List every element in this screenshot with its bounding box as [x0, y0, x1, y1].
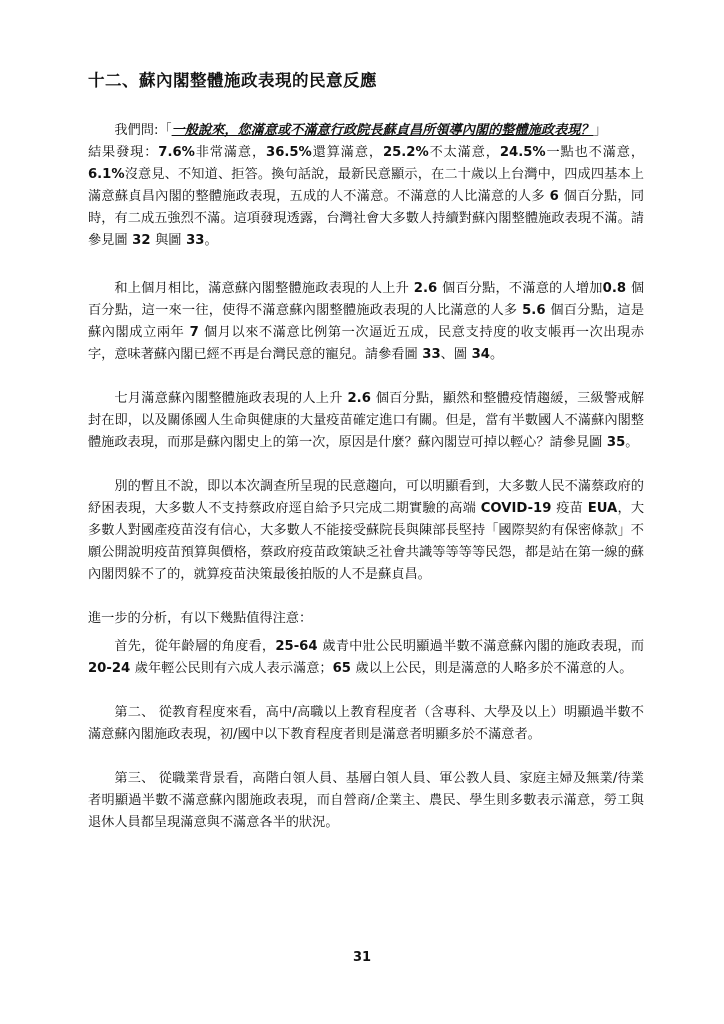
text-run: 結果發現：	[88, 145, 159, 160]
stat-value: 24.5%	[499, 145, 546, 160]
text-run: 。	[489, 347, 504, 362]
paragraph-question-results	[88, 120, 644, 252]
text-run: 歲年輕公民則有六成人表示滿意；	[134, 661, 333, 676]
text-run: 、圖	[440, 347, 468, 362]
text-run: 歲以上公民，則是滿意的人略多於不滿意的人。	[355, 661, 633, 676]
stat-value: 7.6%	[158, 145, 195, 160]
paragraph-further-analysis: 進一步的分析，有以下幾點值得注意：	[88, 611, 313, 626]
text-run: 還算滿意，	[311, 145, 383, 160]
paragraph-occupation-analysis: 第三、 從職業背景看，高階白領人員、基層白領人員、軍公教人員、家庭主婦及無業/待業者明顯過半數不滿意蘇內閣施政表現，而自營商/企業主、農民、學生則多數表示滿意，勞工與退休人員都呈現滿意與不滿意各半的狀況。	[88, 771, 644, 830]
text-run: 。	[625, 435, 639, 450]
figure-ref: 32	[127, 233, 156, 248]
stat-value: 6	[544, 189, 564, 204]
stat-value: 20-24	[88, 661, 135, 676]
stat-value: 25-64	[275, 639, 323, 654]
figure-ref: 33	[181, 233, 205, 248]
text-run: 七月滿意蘇內閣整體施政表現的人上升	[114, 391, 343, 406]
text-run: 歲青中壯公民明顯過半數不滿意蘇內閣的施政表現，而	[322, 639, 645, 654]
survey-question: 一般說來，您滿意或不滿意行政院長蘇貞昌所領導內閣的整體施政表現？	[171, 123, 594, 138]
text-run: 別的暫且不說，即以本次調查所呈現的民意趨向，可以明顯看到，大多數人民不滿蔡政府的紓困表現，大多數人不支持蔡政府逕自給予只完成二期實驗的高端	[88, 479, 644, 516]
text-run: 我們問:「	[114, 123, 172, 138]
text-run: 首先，從年齡層的角度看，	[114, 639, 276, 654]
stat-value: 6.1%	[88, 167, 125, 182]
text-run: 一點也不滿意，	[545, 145, 645, 160]
stat-value: COVID-19	[475, 501, 557, 516]
figure-ref: 33	[417, 347, 441, 362]
text-run: 疫苗	[556, 501, 583, 516]
text-run: 不太滿意，	[428, 145, 500, 160]
stat-value: 7	[184, 325, 204, 340]
paragraph-age-analysis	[88, 636, 644, 680]
figure-ref: 35	[602, 435, 626, 450]
paragraph-education-analysis: 第二、 從教育程度來看，高中/高職以上教育程度者（含專科、大學及以上）明顯過半數不滿意蘇內閣施政表現，初/國中以下教育程度者則是滿意者明顯多於不滿意者。	[88, 705, 644, 742]
stat-value: 0.8	[602, 281, 631, 296]
text-run: 個百分點，這是蘇內閣成立兩年	[88, 303, 645, 340]
stat-value: EUA	[582, 501, 618, 516]
text-run: 。	[204, 233, 218, 248]
stat-value: 65	[332, 661, 356, 676]
text-run: 沒意見、不知道、拒答。換句話說，最新民意顯示，在二十歲以上台灣中，四成四基本上滿意蘇貞昌內閣的整體施政表現，五成的人不滿意。不滿意的人比滿意的人多	[88, 167, 644, 204]
text-run: 個百分點，這一來一往，使得不滿意蘇內閣整體施政表現的人比滿意的人多	[88, 281, 645, 318]
text-run: 個百分點，同時，有二成五強烈不滿。這項發現透露，台灣社會大多數人持續對蘇內閣整體施政表現不滿。請參見圖	[88, 189, 645, 248]
section-title: 十二、蘇內閣整體施政表現的民意反應	[88, 71, 377, 90]
paragraph-july-analysis	[88, 388, 644, 454]
text-run: 個月以來不滿意比例第一次逼近五成，民意支持度的收支帳再一次出現赤字，意味著蘇內閣已經不再是台灣民意的寵兒。請參看圖	[88, 325, 645, 362]
stat-value: 25.2%	[382, 145, 429, 160]
paragraph-public-grievances	[88, 476, 644, 586]
stat-value: 2.6	[409, 281, 442, 296]
document-page	[88, 68, 644, 856]
text-run: 非常滿意，	[194, 145, 267, 160]
text-run: ，大多數人對國產疫苗沒有信心，大多數人不能接受蘇院長與陳部長堅持「國際契約有保密條款」不願公開說明疫苗預算與價格，蔡政府疫苗政策缺乏社會共識等等等等民怨，都是站在第一線的蘇內閣閃躲不了的，就算疫苗決策最後拍版的人不是蘇貞昌。	[88, 501, 645, 582]
paragraph-monthly-change	[88, 278, 644, 366]
figure-ref: 34	[467, 347, 490, 362]
stat-value: 2.6	[342, 391, 376, 406]
page-number: 31	[352, 950, 372, 965]
stat-value: 36.5%	[266, 145, 312, 160]
text-run: 和上個月相比，滿意蘇內閣整體施政表現的人上升	[114, 281, 410, 296]
text-run: 」	[593, 123, 607, 138]
text-run: 與圖	[155, 233, 182, 248]
text-run: 個百分點，不滿意的人增加	[441, 281, 603, 296]
stat-value: 5.6	[517, 303, 551, 318]
text-run: 個百分點，顯然和整體疫情趨緩，三級警戒解封在即，以及關係國人生命與健康的大量疫苗確定進口有關。但是，當有半數國人不滿蘇內閣整體施政表現，而那是蘇內閣史上的第一次，原因是什麼？蘇內閣豈可掉以輕心？請參見圖	[88, 391, 645, 450]
